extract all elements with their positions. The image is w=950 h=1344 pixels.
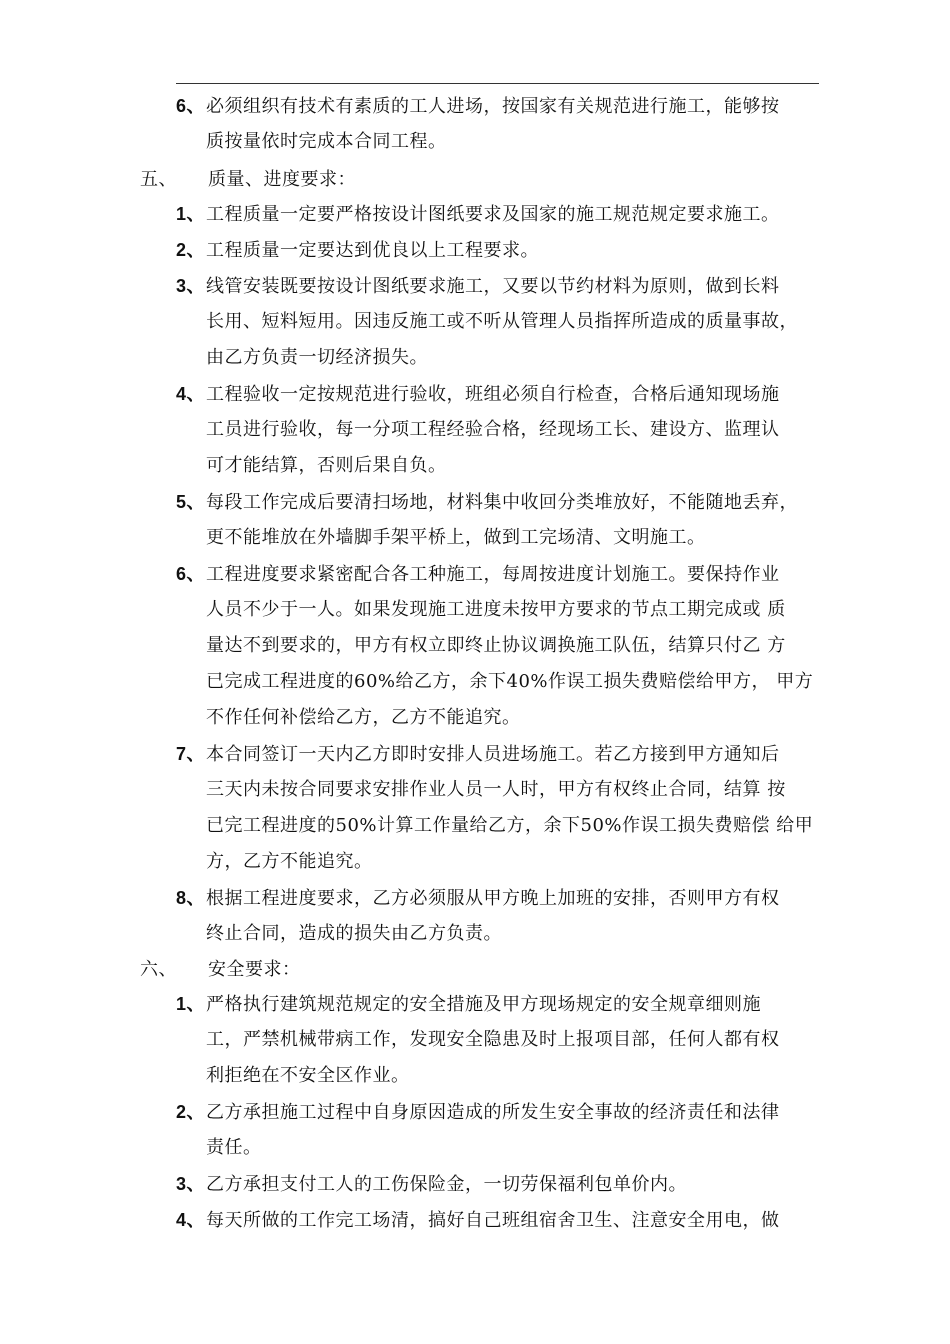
section-title: 质量、进度要求： xyxy=(208,169,356,190)
item-continuation: 已完成工程进度的60%给乙方，余下40%作误工损失费赔偿给甲方， 甲方 xyxy=(206,671,814,692)
section-heading xyxy=(140,168,356,192)
item-continuation: 可才能结算，否则后果自负。 xyxy=(206,455,447,476)
item-number: 4、 xyxy=(176,1210,206,1230)
list-item xyxy=(176,886,780,911)
item-continuation: 工，严禁机械带病工作，发现安全隐患及时上报项目部，任何人都有权 xyxy=(206,1029,780,1050)
item-text: 线管安装既要按设计图纸要求施工，又要以节约材料为原则，做到长料 xyxy=(206,276,780,297)
item-continuation: 终止合同，造成的损失由乙方负责。 xyxy=(206,923,502,944)
item-number: 3、 xyxy=(176,1174,206,1194)
list-item xyxy=(176,490,798,515)
item-text: 每段工作完成后要清扫场地，材料集中收回分类堆放好，不能随地丢弃， xyxy=(206,492,798,513)
item-continuation: 量达不到要求的，甲方有权立即终止协议调换施工队伍，结算只付乙 方 xyxy=(206,635,786,656)
item-text: 本合同签订一天内乙方即时安排人员进场施工。若乙方接到甲方通知后 xyxy=(206,744,780,765)
item-continuation: 质按量依时完成本合同工程。 xyxy=(206,131,447,152)
item-continuation: 方，乙方不能追究。 xyxy=(206,851,373,872)
item-number: 2、 xyxy=(176,1102,206,1122)
item-text: 工程验收一定按规范进行验收，班组必须自行检查，合格后通知现场施 xyxy=(206,384,780,405)
item-text: 乙方承担施工过程中自身原因造成的所发生安全事故的经济责任和法律 xyxy=(206,1102,780,1123)
item-number: 7、 xyxy=(176,744,206,764)
item-number: 8、 xyxy=(176,888,206,908)
list-item xyxy=(176,1208,780,1233)
item-number: 4、 xyxy=(176,384,206,404)
list-item xyxy=(176,274,780,299)
list-item xyxy=(176,1172,687,1197)
section-heading xyxy=(140,958,301,982)
list-item xyxy=(176,382,780,407)
list-item xyxy=(176,1100,780,1125)
header-rule xyxy=(176,83,819,84)
item-number: 1、 xyxy=(176,994,206,1014)
item-text: 严格执行建筑规范规定的安全措施及甲方现场规定的安全规章细则施 xyxy=(206,994,761,1015)
item-number: 6、 xyxy=(176,96,206,116)
list-item xyxy=(176,94,780,119)
item-continuation: 不作任何补偿给乙方，乙方不能追究。 xyxy=(206,707,521,728)
list-item xyxy=(176,742,780,767)
item-continuation: 工员进行验收，每一分项工程经验合格，经现场工长、建设方、监理认 xyxy=(206,419,780,440)
item-number: 6、 xyxy=(176,564,206,584)
item-continuation: 责任。 xyxy=(206,1137,262,1158)
item-number: 3、 xyxy=(176,276,206,296)
item-text: 必须组织有技术有素质的工人进场，按国家有关规范进行施工，能够按 xyxy=(206,96,780,117)
item-text: 工程质量一定要严格按设计图纸要求及国家的施工规范规定要求施工。 xyxy=(206,204,780,225)
section-title: 安全要求： xyxy=(208,959,301,980)
item-continuation: 长用、短料短用。因违反施工或不听从管理人员指挥所造成的质量事故， xyxy=(206,311,798,332)
item-continuation: 由乙方负责一切经济损失。 xyxy=(206,347,428,368)
item-continuation: 三天内未按合同要求安排作业人员一人时，甲方有权终止合同，结算 按 xyxy=(206,779,786,800)
item-number: 1、 xyxy=(176,204,206,224)
list-item xyxy=(176,202,780,227)
item-text: 工程进度要求紧密配合各工种施工，每周按进度计划施工。要保持作业 xyxy=(206,564,780,585)
list-item xyxy=(176,562,780,587)
section-number: 六、 xyxy=(140,959,177,980)
item-continuation: 更不能堆放在外墙脚手架平桥上，做到工完场清、文明施工。 xyxy=(206,527,706,548)
item-text: 乙方承担支付工人的工伤保险金，一切劳保福利包单价内。 xyxy=(206,1174,687,1195)
section-number: 五、 xyxy=(140,169,177,190)
item-number: 2、 xyxy=(176,240,206,260)
item-text: 每天所做的工作完工场清，搞好自己班组宿舍卫生、注意安全用电，做 xyxy=(206,1210,780,1231)
list-item xyxy=(176,238,539,263)
item-continuation: 利拒绝在不安全区作业。 xyxy=(206,1065,410,1086)
item-continuation: 已完工程进度的50%计算工作量给乙方，余下50%作误工损失费赔偿 给甲 xyxy=(206,815,814,836)
item-text: 根据工程进度要求，乙方必须服从甲方晚上加班的安排，否则甲方有权 xyxy=(206,888,780,909)
item-number: 5、 xyxy=(176,492,206,512)
item-continuation: 人员不少于一人。如果发现施工进度未按甲方要求的节点工期完成或 质 xyxy=(206,599,786,620)
item-text: 工程质量一定要达到优良以上工程要求。 xyxy=(206,240,539,261)
list-item xyxy=(176,992,761,1017)
